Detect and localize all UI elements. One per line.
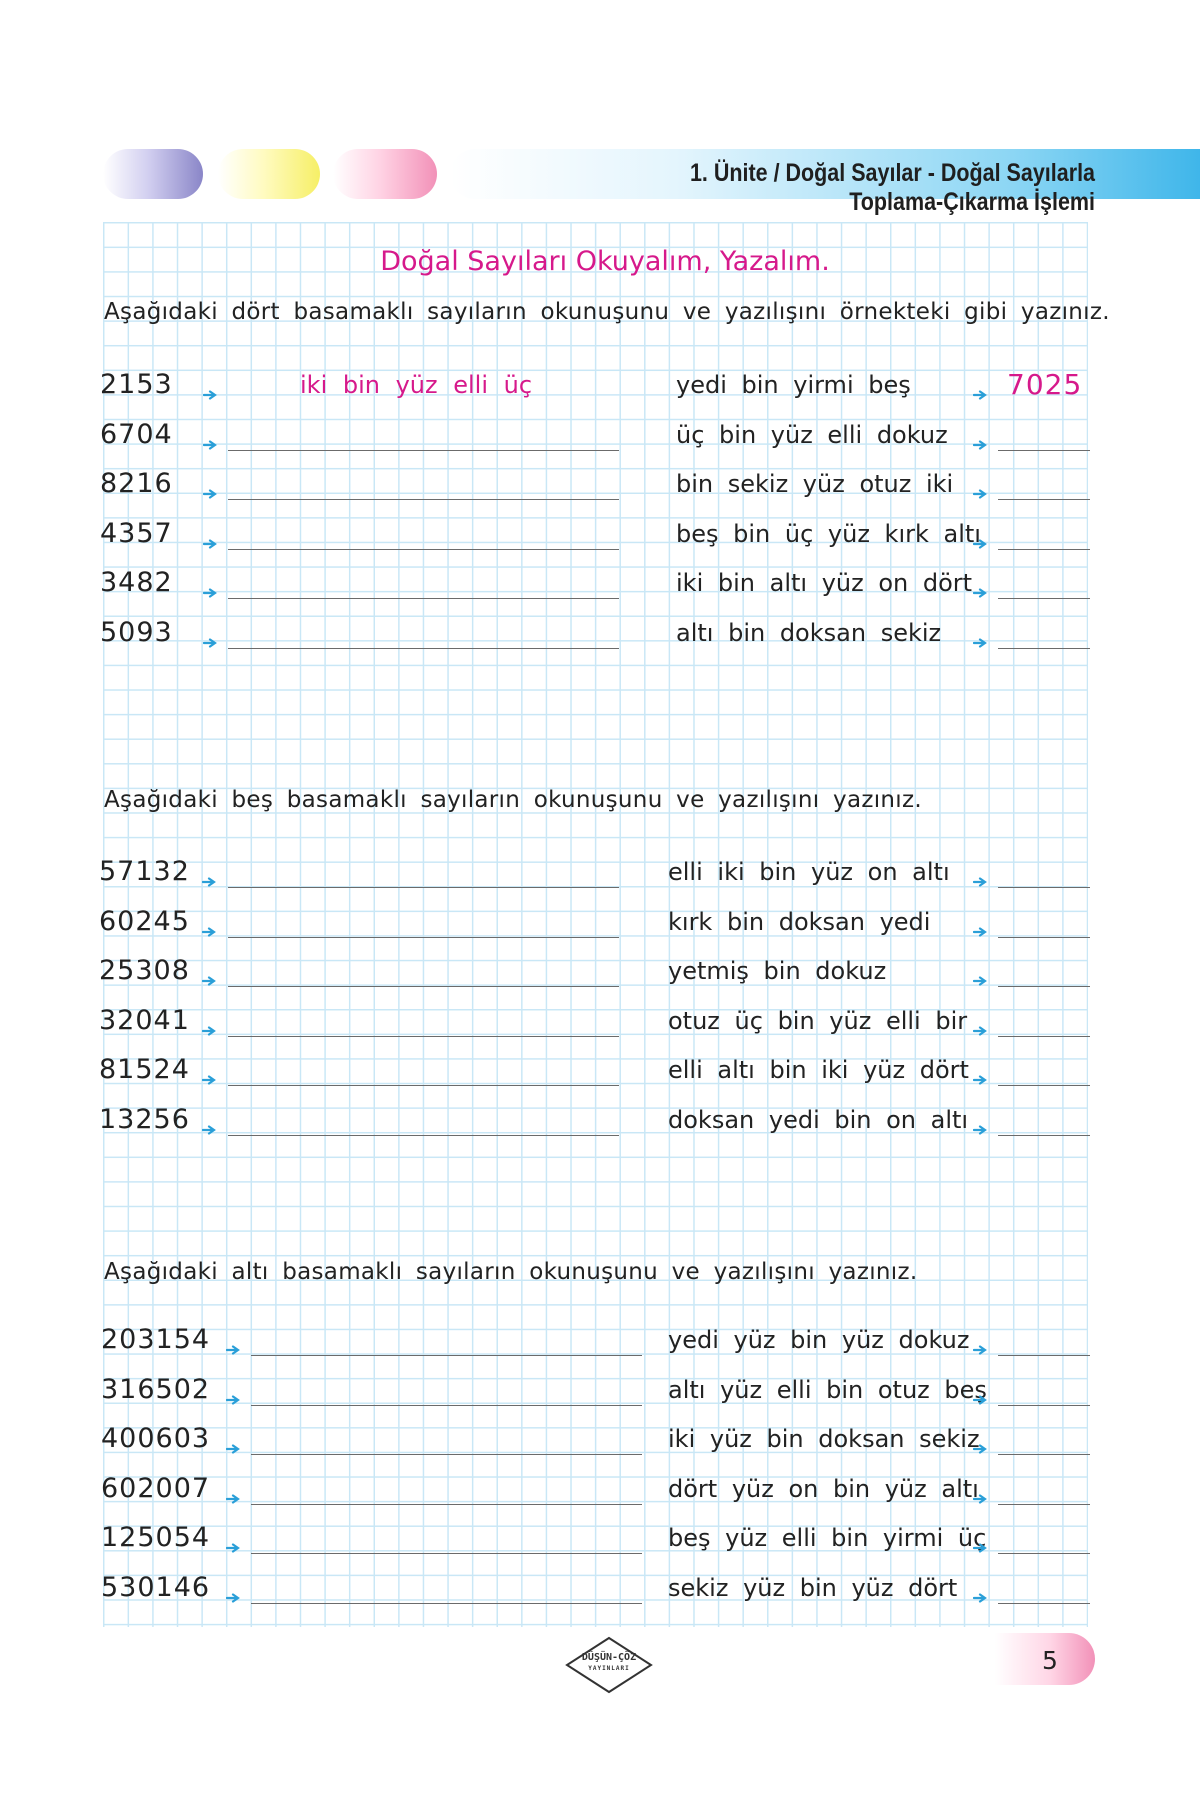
number-words-2-6: doksan yedi bin on altı <box>668 1105 969 1134</box>
reading-answer-line[interactable] <box>251 1504 642 1505</box>
number-1-6: 5093 <box>100 616 173 648</box>
number-3-2: 316502 <box>101 1373 211 1405</box>
arrow-icon <box>203 588 218 598</box>
arrow-icon <box>973 440 988 450</box>
number-1-4: 4357 <box>100 517 173 549</box>
reading-answer-line[interactable] <box>251 1405 642 1406</box>
reading-answer-line[interactable] <box>228 549 619 550</box>
arrow-icon <box>203 390 218 400</box>
number-answer-line[interactable] <box>998 1135 1090 1136</box>
reading-answer-line[interactable] <box>251 1553 642 1554</box>
number-1-5: 3482 <box>100 567 173 598</box>
arrow-icon <box>203 539 218 549</box>
header-tab-purple <box>103 149 203 199</box>
number-answer-line[interactable] <box>998 1405 1090 1406</box>
reading-answer-line[interactable] <box>228 1135 619 1136</box>
arrow-icon <box>203 440 218 450</box>
number-2-5: 81524 <box>99 1054 190 1085</box>
number-answer-line[interactable] <box>998 1355 1090 1356</box>
number-answer-line[interactable] <box>998 1085 1090 1086</box>
arrow-icon <box>973 539 988 549</box>
number-answer-line[interactable] <box>998 1504 1090 1505</box>
arrow-icon <box>973 588 988 598</box>
number-2-6: 13256 <box>99 1103 190 1135</box>
header-tab-yellow <box>218 149 320 199</box>
number-3-1: 203154 <box>101 1324 211 1355</box>
number-answer-line[interactable] <box>998 450 1090 451</box>
arrow-icon <box>226 1444 241 1454</box>
arrow-icon <box>202 1075 217 1085</box>
number-words-2-2: kırk bin doksan yedi <box>668 907 931 936</box>
reading-answer-line[interactable] <box>228 1085 619 1086</box>
arrow-icon <box>202 1125 217 1135</box>
number-words-2-5: elli altı bin iki yüz dört <box>668 1056 969 1084</box>
arrow-icon <box>973 1026 988 1036</box>
number-answer-line[interactable] <box>998 598 1090 599</box>
reading-answer-line[interactable] <box>228 937 619 938</box>
arrow-icon <box>973 489 988 499</box>
arrow-icon <box>973 1075 988 1085</box>
number-3-6: 530146 <box>101 1571 211 1603</box>
number-2-1: 57132 <box>99 856 190 887</box>
number-words-3-3: iki yüz bin doksan sekiz <box>668 1425 980 1453</box>
instruction-section-2: Aşağıdaki beş basamaklı sayıların okunuşunu ve yazılışını yazınız. <box>104 787 922 813</box>
header-tab-pink <box>333 149 437 199</box>
publisher-logo-text <box>574 1652 644 1674</box>
arrow-icon <box>973 927 988 937</box>
number-answer-line[interactable] <box>998 499 1090 500</box>
number-answer-line[interactable] <box>998 1553 1090 1554</box>
number-words-2-1: elli iki bin yüz on altı <box>668 858 950 886</box>
reading-answer-line[interactable] <box>228 986 619 987</box>
number-words-3-5: beş yüz elli bin yirmi üç <box>668 1524 987 1552</box>
reading-answer-line[interactable] <box>228 499 619 500</box>
unit-title: 1. Ünite / Doğal Sayılar - Doğal Sayılarla Toplama-Çıkarma İşlemi <box>689 159 1095 216</box>
number-words-3-2: altı yüz elli bin otuz beş <box>668 1375 987 1404</box>
number-3-5: 125054 <box>101 1522 211 1553</box>
number-1-3: 8216 <box>100 468 173 499</box>
reading-answer-line[interactable] <box>228 450 619 451</box>
arrow-icon <box>973 1593 988 1603</box>
arrow-icon <box>973 1444 988 1454</box>
arrow-icon <box>202 1026 217 1036</box>
example-number-answer: 7025 <box>1007 368 1083 401</box>
page-title: Doğal Sayıları Okuyalım, Yazalım. <box>380 246 830 277</box>
number-words-2-3: yetmiş bin dokuz <box>668 957 887 985</box>
number-words-1-3: bin sekiz yüz otuz iki <box>676 470 954 498</box>
number-answer-line[interactable] <box>998 648 1090 649</box>
number-1-2: 6704 <box>100 418 173 450</box>
arrow-icon <box>202 877 217 887</box>
reading-answer-line[interactable] <box>251 1454 642 1455</box>
arrow-icon <box>973 877 988 887</box>
number-answer-line[interactable] <box>998 887 1090 888</box>
number-words-3-6: sekiz yüz bin yüz dört <box>668 1573 958 1602</box>
reading-answer-line[interactable] <box>228 1036 619 1037</box>
publisher-subtitle: YAYINLARI <box>588 1665 630 1672</box>
instruction-section-1: Aşağıdaki dört basamaklı sayıların okunuşunu ve yazılışını örnekteki gibi yazınız. <box>104 299 1110 325</box>
number-words-3-1: yedi yüz bin yüz dokuz <box>668 1326 970 1354</box>
arrow-icon <box>226 1593 241 1603</box>
arrow-icon <box>202 976 217 986</box>
arrow-icon <box>973 1543 988 1553</box>
arrow-icon <box>973 1494 988 1504</box>
number-2-4: 32041 <box>99 1004 190 1036</box>
number-words-3-4: dört yüz on bin yüz altı <box>668 1474 979 1503</box>
reading-answer-line[interactable] <box>228 598 619 599</box>
number-answer-line[interactable] <box>998 1036 1090 1037</box>
reading-answer-line[interactable] <box>228 887 619 888</box>
arrow-icon <box>203 638 218 648</box>
number-2-3: 25308 <box>99 955 190 986</box>
number-words-1-2: üç bin yüz elli dokuz <box>676 420 948 449</box>
number-answer-line[interactable] <box>998 1454 1090 1455</box>
number-answer-line[interactable] <box>998 937 1090 938</box>
number-answer-line[interactable] <box>998 549 1090 550</box>
number-3-3: 400603 <box>101 1423 211 1454</box>
arrow-icon <box>226 1494 241 1504</box>
arrow-icon <box>203 489 218 499</box>
number-1-1: 2153 <box>100 369 173 400</box>
example-reading-answer: iki bin yüz elli üç <box>300 371 533 399</box>
reading-answer-line[interactable] <box>251 1603 642 1604</box>
number-2-2: 60245 <box>99 905 190 937</box>
number-words-1-6: altı bin doksan sekiz <box>676 618 942 647</box>
arrow-icon <box>973 390 988 400</box>
arrow-icon <box>226 1395 241 1405</box>
arrow-icon <box>973 1345 988 1355</box>
arrow-icon <box>973 638 988 648</box>
number-words-1-5: iki bin altı yüz on dört <box>676 569 973 597</box>
arrow-icon <box>226 1345 241 1355</box>
arrow-icon <box>973 1125 988 1135</box>
reading-answer-line[interactable] <box>251 1355 642 1356</box>
page-number: 5 <box>1042 1646 1058 1675</box>
arrow-icon <box>973 1395 988 1405</box>
arrow-icon <box>202 927 217 937</box>
arrow-icon <box>226 1543 241 1553</box>
number-words-2-4: otuz üç bin yüz elli bir <box>668 1006 968 1035</box>
instruction-section-3: Aşağıdaki altı basamaklı sayıların okunuşunu ve yazılışını yazınız. <box>104 1259 918 1285</box>
arrow-icon <box>973 976 988 986</box>
reading-answer-line[interactable] <box>228 648 619 649</box>
number-answer-line[interactable] <box>998 986 1090 987</box>
number-words-1-4: beş bin üç yüz kırk altı <box>676 519 981 548</box>
publisher-name: DÜŞÜN-ÇÖZ <box>581 1652 637 1663</box>
number-answer-line[interactable] <box>998 1603 1090 1604</box>
number-3-4: 602007 <box>101 1472 211 1504</box>
number-words-1-1: yedi bin yirmi beş <box>676 371 911 399</box>
